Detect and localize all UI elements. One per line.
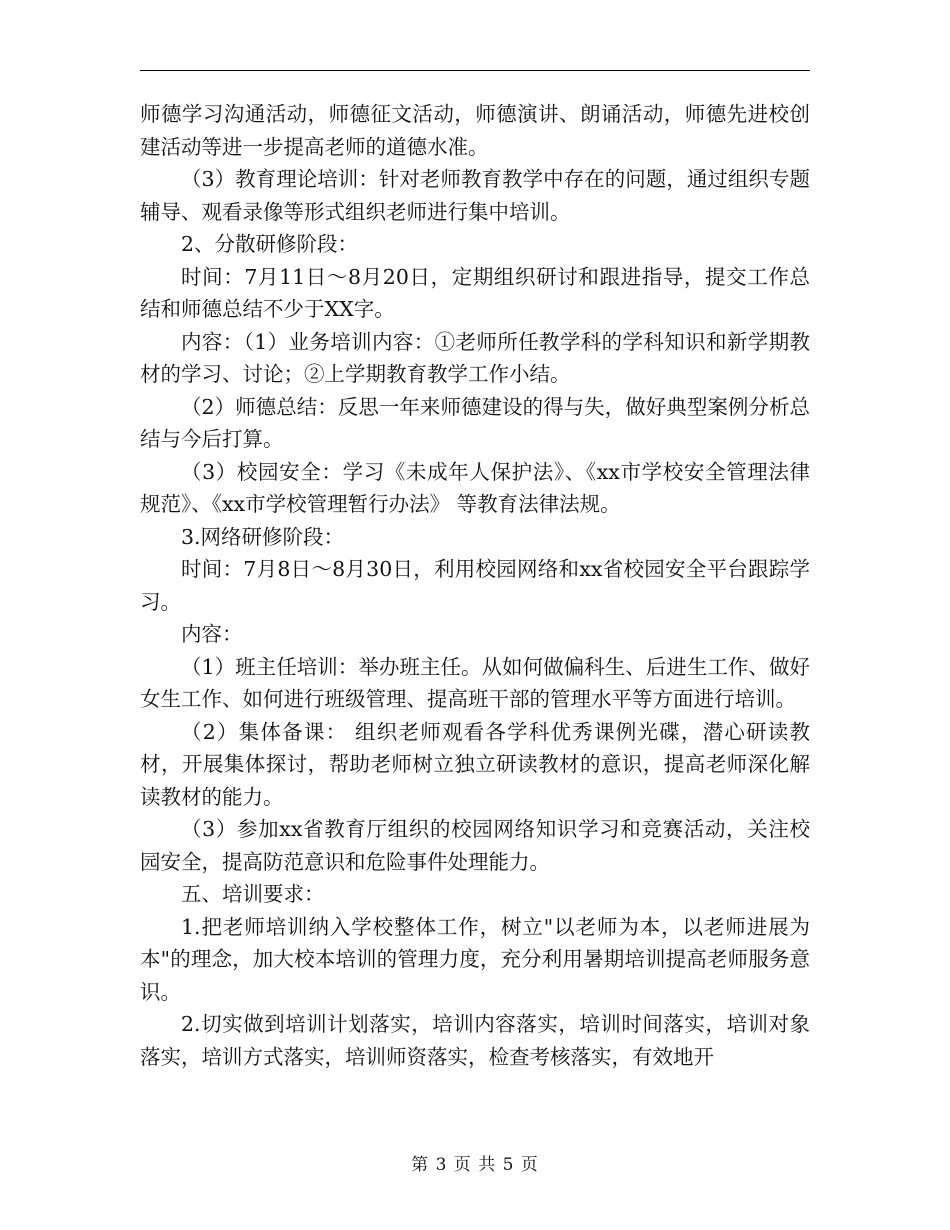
paragraph: （3）校园安全：学习《未成年人保护法》、《xx市学校安全管理法律规范》、《xx市学校管理暂行办法》 等教育法律法规。 [140, 459, 810, 516]
paragraph: 师德学习沟通活动，师德征文活动，师德演讲、朗诵活动，师德先进校创建活动等进一步提高老师的道德水准。 [140, 102, 810, 159]
section-heading: 五、培训要求： [181, 882, 325, 906]
page-footer: 第 3 页 共 5 页 [411, 1155, 539, 1175]
paragraph: 内容：（1）业务培训内容：①老师所任教学科的学科知识和新学期教材的学习、讨论；②上学期教育教学工作小结。 [140, 329, 810, 386]
paragraph: （1）班主任培训：举办班主任。从如何做偏科生、后进生工作、做好女生工作、如何进行班级管理、提高班干部的管理水平等方面进行培训。 [140, 654, 810, 711]
paragraph: 2.切实做到培训计划落实，培训内容落实，培训时间落实，培训对象落实，培训方式落实，培训师资落实，检查考核落实，有效地开 [140, 1012, 810, 1069]
paragraph: 时间：7月8日～8月30日，利用校园网络和xx省校园安全平台跟踪学习。 [140, 557, 810, 614]
paragraph: 内容： [181, 622, 243, 646]
section-heading: 2、分散研修阶段： [181, 232, 359, 256]
section-heading: 3.网络研修阶段： [181, 524, 345, 549]
paragraph: （2）集体备课： 组织老师观看各学科优秀课例光碟，潜心研读教材，开展集体探讨，帮助老师树立独立研读教材的意识，提高老师深化解读教材的能力。 [140, 719, 810, 809]
paragraph: 时间：7月11日～8月20日，定期组织研讨和跟进指导，提交工作总结和师德总结不少于XX字。 [140, 264, 810, 321]
paragraph: （3）参加xx省教育厅组织的校园网络知识学习和竞赛活动，关注校园安全，提高防范意识和危险事件处理能力。 [140, 817, 810, 874]
paragraph: （3）教育理论培训：针对老师教育教学中存在的问题，通过组织专题辅导、观看录像等形式组织老师进行集中培训。 [140, 167, 810, 224]
document-body [140, 98, 810, 1073]
paragraph: 1.把老师培训纳入学校整体工作，树立"以老师为本，以老师进展为本"的理念，加大校本培训的管理力度，充分利用暑期培训提高老师服务意识。 [140, 914, 810, 1004]
paragraph: （2）师德总结：反思一年来师德建设的得与失，做好典型案例分析总结与今后打算。 [140, 394, 810, 451]
header-rule [140, 70, 810, 71]
